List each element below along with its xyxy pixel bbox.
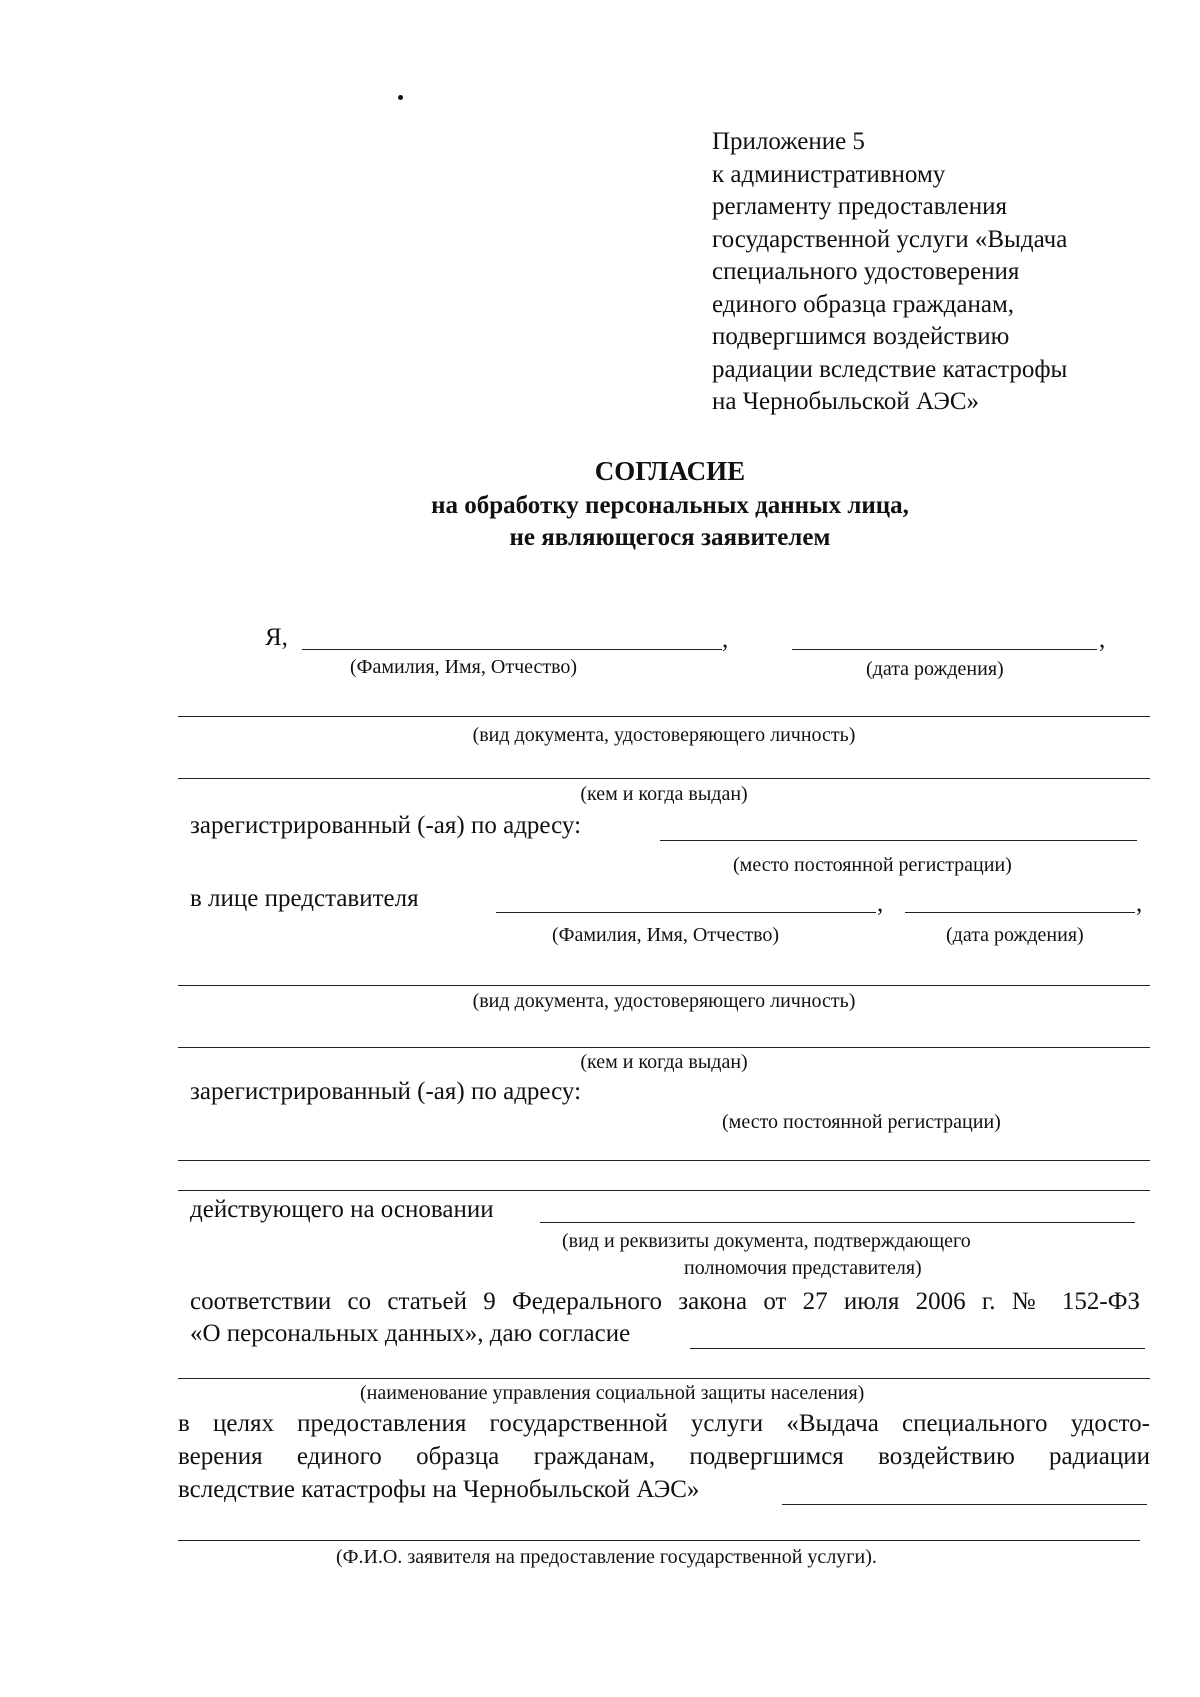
- fio-caption: (Фамилия, Имя, Отчество): [350, 656, 578, 678]
- applicant-field-2[interactable]: [178, 1540, 1140, 1541]
- basis-caption-2: полномочия представителя): [684, 1257, 922, 1279]
- annex-line: на Чернобыльской АЭС»: [712, 388, 980, 415]
- rep-dob-field[interactable]: [905, 912, 1135, 913]
- annex-line: единого образца гражданам,: [712, 290, 1015, 318]
- registered-label: зарегистрированный (-ая) по адресу:: [190, 812, 582, 839]
- basis-caption-1: (вид и реквизиты документа, подтверждающего: [562, 1230, 971, 1252]
- rep-registered-label: зарегистрированный (-ая) по адресу:: [190, 1078, 582, 1105]
- rep-fio-field[interactable]: [496, 912, 876, 913]
- rep-issued-caption: (кем и когда выдан): [580, 1051, 748, 1073]
- document-title: СОГЛАСИЕ: [594, 456, 746, 486]
- fio-field[interactable]: [302, 649, 722, 650]
- address-field[interactable]: [660, 840, 1137, 841]
- residence-caption: (место постоянной регистрации): [733, 854, 1012, 876]
- dob-field[interactable]: [792, 649, 1097, 650]
- rep-address-field-1[interactable]: [178, 1160, 1150, 1161]
- annex-line: к административному: [712, 160, 946, 188]
- comma: ,: [877, 890, 884, 917]
- applicant-caption: (Ф.И.О. заявителя на предоставление государственной услуги).: [336, 1546, 877, 1568]
- ya-label: Я,: [265, 624, 288, 651]
- rep-address-field-2[interactable]: [178, 1190, 1150, 1191]
- law-line: соответствии со статьей 9 Федерального закона от 27 июля 2006 г. № 152-ФЗ: [190, 1288, 1140, 1315]
- rep-issued-field[interactable]: [178, 1047, 1150, 1048]
- rep-fio-caption: (Фамилия, Имя, Отчество): [552, 924, 780, 946]
- annex-line: специального удостоверения: [712, 258, 1020, 285]
- doc-field[interactable]: [178, 716, 1150, 717]
- doc-caption: (вид документа, удостоверяющего личность): [472, 724, 856, 746]
- annex-line: регламенту предоставления: [712, 193, 1008, 220]
- annex-block: [712, 126, 1067, 419]
- authority-field[interactable]: [178, 1378, 1150, 1379]
- applicant-field-1[interactable]: [782, 1504, 1147, 1505]
- document-subtitle-1: на обработку персональных данных лица,: [431, 492, 909, 519]
- annex-line: государственной услуги «Выдача: [712, 225, 1068, 253]
- comma: ,: [722, 626, 729, 653]
- issued-field[interactable]: [178, 778, 1150, 779]
- purpose-line-1: в целях предоставления государственной услуги «Выдача специального удосто-: [178, 1410, 1150, 1437]
- rep-residence-caption: (место постоянной регистрации): [722, 1111, 1001, 1133]
- basis-label: действующего на основании: [190, 1196, 494, 1223]
- document-subtitle-2: не являющегося заявителем: [509, 524, 831, 551]
- consent-field[interactable]: [690, 1348, 1145, 1349]
- basis-field[interactable]: [540, 1222, 1135, 1223]
- comma: ,: [1099, 626, 1106, 653]
- annex-line: Приложение 5: [712, 128, 865, 155]
- dob-caption: (дата рождения): [866, 658, 1004, 680]
- authority-caption: (наименование управления социальной защиты населения): [360, 1382, 865, 1404]
- rep-label: в лице представителя: [190, 885, 419, 912]
- comma: ,: [1136, 890, 1143, 917]
- annex-line: подвергшимся воздействию: [712, 323, 1010, 350]
- rep-dob-caption: (дата рождения): [946, 924, 1084, 946]
- annex-line: радиации вследствие катастрофы: [712, 355, 1068, 383]
- rep-doc-caption: (вид документа, удостоверяющего личность): [472, 990, 856, 1012]
- rep-doc-field[interactable]: [178, 985, 1150, 986]
- purpose-line-3: вследствие катастрофы на Чернобыльской АЭС»: [178, 1476, 700, 1503]
- consent-line: «О персональных данных», даю согласие: [190, 1320, 631, 1347]
- purpose-line-2: верения единого образца гражданам, подвергшимся воздействию радиации: [178, 1443, 1150, 1470]
- scan-dot: [398, 95, 403, 100]
- issued-caption: (кем и когда выдан): [580, 783, 748, 805]
